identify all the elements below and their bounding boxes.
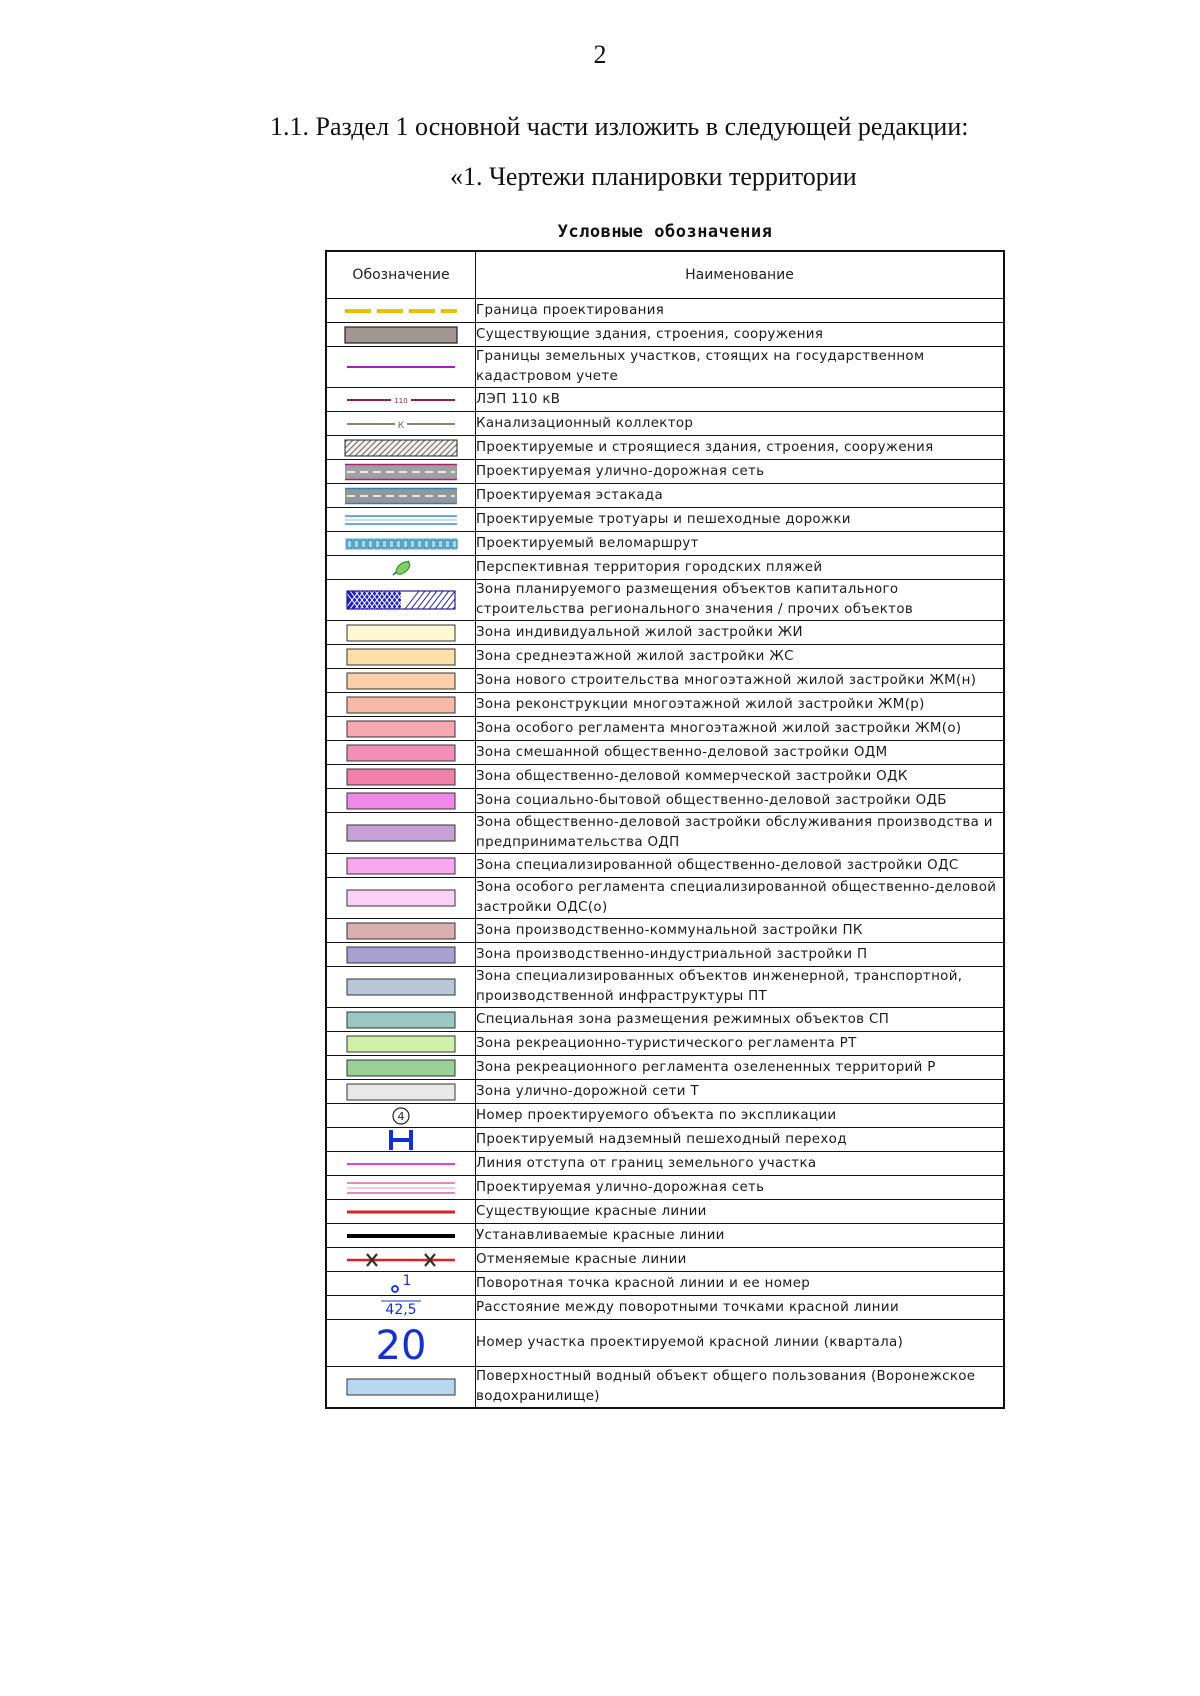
cancelled-red-line-icon <box>326 1248 476 1272</box>
legend-row <box>326 1080 1004 1104</box>
legend-row <box>326 299 1004 323</box>
legend-item-name: Зона производственно-коммунальной застройки ПК <box>476 919 1005 943</box>
legend-row <box>326 765 1004 789</box>
zone-rect-icon <box>326 813 476 854</box>
legend-item-name: Проектируемая улично-дорожная сеть <box>476 460 1005 484</box>
legend-row <box>326 1272 1004 1296</box>
legend-row <box>326 878 1004 919</box>
legend-item-name: Зона улично-дорожной сети Т <box>476 1080 1005 1104</box>
legend-row <box>326 556 1004 580</box>
turning-point-icon <box>326 1272 476 1296</box>
zone-rect-icon <box>326 717 476 741</box>
legend-row <box>326 1296 1004 1320</box>
zone-rect-icon <box>326 693 476 717</box>
legend-title: Условные обозначения <box>557 222 773 242</box>
zone-rect-icon <box>326 1032 476 1056</box>
legend-row <box>326 1320 1004 1367</box>
header-name: Наименование <box>476 251 1005 299</box>
legend-item-name: Проектируемая улично-дорожная сеть <box>476 1176 1005 1200</box>
legend-row <box>326 717 1004 741</box>
legend-row <box>326 645 1004 669</box>
distance-label-icon <box>326 1296 476 1320</box>
legend-row <box>326 412 1004 436</box>
legend-row <box>326 347 1004 388</box>
legend-row <box>326 1032 1004 1056</box>
legend-row <box>326 508 1004 532</box>
legend-item-name: Существующие красные линии <box>476 1200 1005 1224</box>
legend-item-name: Зона среднеэтажной жилой застройки ЖС <box>476 645 1005 669</box>
legend-row <box>326 1008 1004 1032</box>
legend-item-name: Зона реконструкции многоэтажной жилой застройки ЖМ(р) <box>476 693 1005 717</box>
zone-rect-icon <box>326 878 476 919</box>
zone-rect-icon <box>326 1080 476 1104</box>
legend-row <box>326 741 1004 765</box>
gray-filled-rect-icon <box>326 323 476 347</box>
legend-item-name: Устанавливаемые красные линии <box>476 1224 1005 1248</box>
zone-rect-icon <box>326 765 476 789</box>
legend-row <box>326 919 1004 943</box>
legend-row <box>326 580 1004 621</box>
legend-row <box>326 813 1004 854</box>
legend-row <box>326 789 1004 813</box>
zone-rect-icon <box>326 621 476 645</box>
legend-item-name: Граница проектирования <box>476 299 1005 323</box>
svg-text:110: 110 <box>394 396 408 405</box>
legend-item-name: Номер проектируемого объекта по экспликации <box>476 1104 1005 1128</box>
legend-item-name: Зона особого регламента многоэтажной жилой застройки ЖМ(о) <box>476 717 1005 741</box>
dashed-yellow-line-icon <box>326 299 476 323</box>
header-symbol: Обозначение <box>326 251 476 299</box>
legend-item-name: Зона социально-бытовой общественно-деловой застройки ОДБ <box>476 789 1005 813</box>
legend-row <box>326 1224 1004 1248</box>
legend-header-row <box>326 251 1004 299</box>
hatched-rect-icon <box>326 436 476 460</box>
zone-rect-icon <box>326 1008 476 1032</box>
legend-item-name: Зона индивидуальной жилой застройки ЖИ <box>476 621 1005 645</box>
power-line-110-icon <box>326 388 476 412</box>
legend-row <box>326 669 1004 693</box>
legend-row <box>326 1056 1004 1080</box>
legend-row <box>326 460 1004 484</box>
legend-item-name: Проектируемые тротуары и пешеходные дорожки <box>476 508 1005 532</box>
legend-item-name: Проектируемые и строящиеся здания, строения, сооружения <box>476 436 1005 460</box>
overpass-icon <box>326 484 476 508</box>
legend-row <box>326 436 1004 460</box>
black-line-icon <box>326 1224 476 1248</box>
legend-item-name: Существующие здания, строения, сооружения <box>476 323 1005 347</box>
sidewalk-lines-icon <box>326 508 476 532</box>
legend-item-name: Линия отступа от границ земельного участка <box>476 1152 1005 1176</box>
legend-item-name: Поворотная точка красной линии и ее номер <box>476 1272 1005 1296</box>
zone-rect-icon <box>326 741 476 765</box>
legend-item-name: Зона планируемого размещения объектов капитального строительства регионального значения / прочих объектов <box>476 580 1005 621</box>
legend-row <box>326 621 1004 645</box>
zone-rect-icon <box>326 645 476 669</box>
road-network-lines-icon <box>326 1176 476 1200</box>
legend-row <box>326 484 1004 508</box>
circled-number-icon <box>326 1104 476 1128</box>
legend-item-name: Канализационный коллектор <box>476 412 1005 436</box>
section-heading: 1.1. Раздел 1 основной части изложить в следующей редакции: <box>270 112 969 141</box>
beach-leaf-icon <box>326 556 476 580</box>
legend-row <box>326 693 1004 717</box>
legend-item-name: Зона особого регламента специализированной общественно-деловой застройки ОДС(о) <box>476 878 1005 919</box>
page-number: 2 <box>593 40 607 69</box>
legend-item-name: Перспективная территория городских пляжей <box>476 556 1005 580</box>
pedestrian-crossing-icon <box>326 1128 476 1152</box>
zone-rect-icon <box>326 854 476 878</box>
svg-text:20: 20 <box>375 1323 427 1365</box>
zone-rect-icon <box>326 967 476 1008</box>
legend-item-name: Границы земельных участков, стоящих на государственном кадастровом учете <box>476 347 1005 388</box>
setback-line-icon <box>326 1152 476 1176</box>
svg-text:42,5: 42,5 <box>385 1301 417 1318</box>
zone-rect-icon <box>326 669 476 693</box>
sewer-line-icon <box>326 412 476 436</box>
purple-line-icon <box>326 347 476 388</box>
legend-row <box>326 323 1004 347</box>
legend-body <box>326 299 1004 1409</box>
legend-item-name: Зона рекреационно-туристического регламента РТ <box>476 1032 1005 1056</box>
red-line-icon <box>326 1200 476 1224</box>
legend-item-name: Зона нового строительства многоэтажной жилой застройки ЖМ(н) <box>476 669 1005 693</box>
road-network-icon <box>326 460 476 484</box>
legend-row <box>326 388 1004 412</box>
legend-row <box>326 532 1004 556</box>
zone-rect-icon <box>326 919 476 943</box>
legend-item-name: Зона общественно-деловой коммерческой застройки ОДК <box>476 765 1005 789</box>
legend-row <box>326 1152 1004 1176</box>
legend-item-name: Зона общественно-деловой застройки обслуживания производства и предпринимательства ОДП <box>476 813 1005 854</box>
legend-row <box>326 1128 1004 1152</box>
legend-item-name: Поверхностный водный объект общего пользования (Воронежское водохранилище) <box>476 1367 1005 1409</box>
svg-text:4: 4 <box>397 1109 405 1123</box>
legend-row <box>326 1248 1004 1272</box>
legend-item-name: Зона специализированных объектов инженерной, транспортной, производственной инфраструктуры ПТ <box>476 967 1005 1008</box>
block-number-icon <box>326 1320 476 1367</box>
legend-row <box>326 943 1004 967</box>
legend-item-name: Зона специализированной общественно-деловой застройки ОДС <box>476 854 1005 878</box>
zone-rect-icon <box>326 789 476 813</box>
legend-item-name: Проектируемый веломаршрут <box>476 532 1005 556</box>
bike-route-icon <box>326 532 476 556</box>
legend-item-name: Проектируемый надземный пешеходный переход <box>476 1128 1005 1152</box>
capital-construction-icon <box>326 580 476 621</box>
zone-rect-icon <box>326 943 476 967</box>
legend-item-name: Специальная зона размещения режимных объектов СП <box>476 1008 1005 1032</box>
legend-item-name: Расстояние между поворотными точками красной линии <box>476 1296 1005 1320</box>
svg-text:К: К <box>397 420 405 431</box>
zone-rect-icon <box>326 1367 476 1409</box>
legend-item-name: Номер участка проектируемой красной линии (квартала) <box>476 1320 1005 1367</box>
legend-item-name: Проектируемая эстакада <box>476 484 1005 508</box>
legend-row <box>326 1176 1004 1200</box>
legend-item-name: Зона производственно-индустриальной застройки П <box>476 943 1005 967</box>
legend-row <box>326 1367 1004 1409</box>
legend-item-name: ЛЭП 110 кВ <box>476 388 1005 412</box>
legend-item-name: Отменяемые красные линии <box>476 1248 1005 1272</box>
legend-row <box>326 1200 1004 1224</box>
legend-item-name: Зона смешанной общественно-деловой застройки ОДМ <box>476 741 1005 765</box>
legend-item-name: Зона рекреационного регламента озелененных территорий Р <box>476 1056 1005 1080</box>
subsection-heading: «1. Чертежи планировки территории <box>450 162 857 191</box>
zone-rect-icon <box>326 1056 476 1080</box>
legend-row <box>326 854 1004 878</box>
legend-row <box>326 967 1004 1008</box>
svg-text:1: 1 <box>402 1272 412 1289</box>
legend-row <box>326 1104 1004 1128</box>
legend-table <box>325 250 1005 1409</box>
